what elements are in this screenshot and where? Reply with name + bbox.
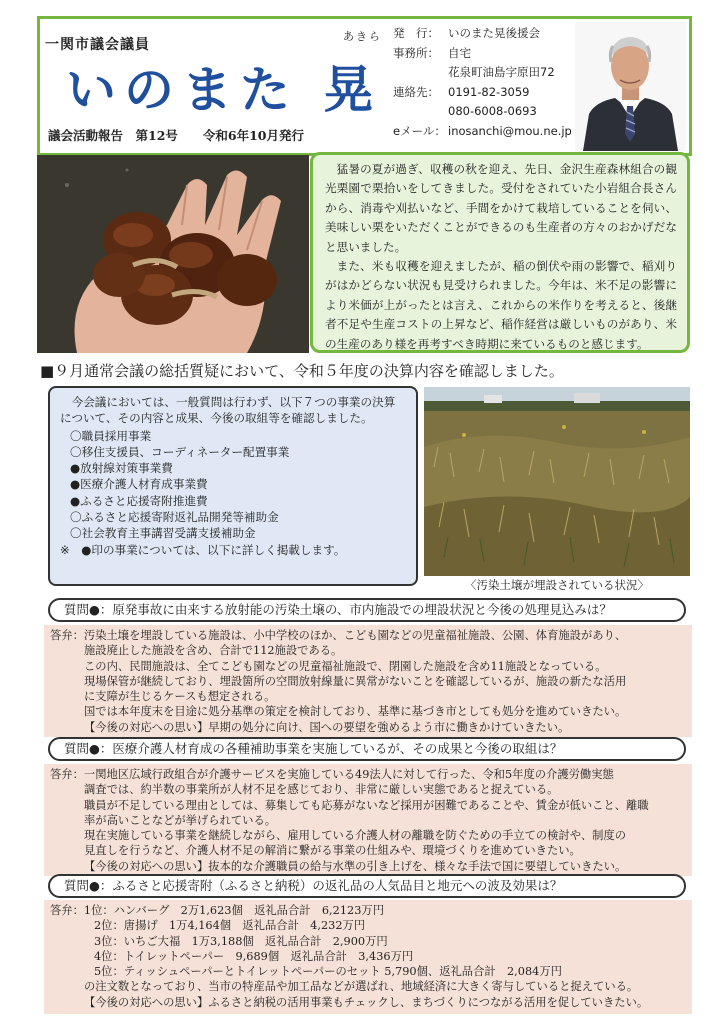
contact-info	[393, 24, 583, 142]
intro-paragraph: また、米も収穫を迎えましたが、稲の倒伏や雨の影響で、稲刈りがはかどらない状況も見受けられました。今年は、米不足の影響により米価が上がったとは言え、これからの米作りを考えると、後継者不足や生産コストの上昇など、稲作経営は厳しいものがあり、米の生産のあり様を再考すべき時期に来ているものと感じます。	[325, 259, 677, 351]
list-item: 〇職員採用事業	[70, 428, 152, 443]
contact-row: 事務所： 自宅	[393, 45, 471, 60]
portrait-photo	[575, 22, 686, 151]
intro-message	[310, 152, 690, 353]
answer-box	[44, 625, 692, 737]
answer-line: 答弁：一関地区広域行政組合が介護サービスを実施している49法人に対して行った、令和5年度の介護労働実態	[50, 768, 614, 781]
answer-line: 見直しを行うなど、介護人材不足の解消に繋がる事業の仕組みや、環境づくりを進めていきたい。	[84, 844, 581, 858]
question-box: 質問●：医療介護人材育成の各種補助事業を実施しているが、その成果と今後の取組は？	[48, 737, 686, 761]
list-item: 〇社会教育主事講習受講支援補助金	[70, 526, 256, 541]
photo-caption: 〈汚染土壌が埋設されている状況〉	[465, 578, 649, 592]
answer-line: この内、民間施設は、全てこども園などの児童福祉施設で、閉園した施設を含め11施設となっている。	[84, 659, 607, 673]
answer-line: 調査では、約半数の事業所が人材不足を感じており、非常に厳しい実態であると捉えている。	[84, 783, 559, 797]
name-furigana: あきら	[343, 30, 382, 43]
answer-line: 4位：トイレットペーパー 9,689個 返礼品合計 3,436万円	[94, 949, 414, 963]
contact-row: eメール： inosanchi@mou.ne.jp	[393, 123, 572, 138]
list-intro: 今会議においては、一般質問は行わず、以下７つの事業の決算について、その内容と成果、今後の取組等を確認しました。	[60, 395, 396, 426]
question-box: 質問●：ふるさと応援寄附（ふるさと納税）の返礼品の人気品目と地元への波及効果は？	[48, 874, 686, 898]
answer-line: 答弁：汚染土壌を埋設している施設は、小中学校のほか、こども園などの児童福祉施設、公園、体育施設があり、	[50, 629, 627, 642]
list-item: ●放射線対策事業費	[70, 461, 173, 476]
issue-info: 議会活動報告 第12号 令和6年10月発行	[48, 128, 304, 143]
answer-line: 現在実施している事業を継続しながら、雇用している介護人材の離職を防ぐための手立ての検討や、制度の	[84, 829, 627, 843]
organization-label: 一関市議会議員	[45, 37, 150, 53]
list-item: ●ふるさと応援寄附推進費	[70, 493, 208, 508]
answer-line: 3位：いちご大福 1万3,188個 返礼品合計 2,900万円	[94, 934, 388, 948]
answer-line: 施設廃止した施設を含め、合計で112施設である。	[84, 644, 343, 658]
answer-box	[44, 764, 692, 876]
answer-line: に支障が生じるケースも想定される。	[84, 690, 276, 704]
contact-row: 花泉町油島字原田72	[448, 65, 555, 80]
person-portrait-icon	[575, 22, 686, 151]
answer-box	[44, 900, 692, 1014]
section-heading: ■９月通常会議の総括質疑において、令和５年度の決算内容を確認しました。	[40, 362, 564, 380]
contaminated-soil-site-photo	[424, 387, 690, 576]
answer-line: 現場保管が継続しており、埋設箇所の空間放射線量に異常がないことを確認しているが、施設の新たな活用	[84, 674, 627, 688]
answer-line: 2位：唐揚げ 1万4,164個 返礼品合計 4,232万円	[94, 919, 366, 933]
contact-row: 発 行： いのまた晃後援会	[393, 26, 540, 40]
answer-line: 国では本年度末を目途に処分基準の策定を検討しており、基準に基づき市としても処分を進めていきたい。	[84, 705, 627, 719]
contact-row: 連絡先： 0191-82-3059	[393, 84, 530, 99]
list-item: ●医療介護人材育成事業費	[70, 477, 208, 492]
answer-line: 【今後の対応への思い】抜本的な介護職員の給与水準の引き上げを、様々な手法で国に要望していきたい。	[84, 859, 627, 873]
answer-line: 【今後の対応への思い】早期の処分に向け、国への要望を強めるよう市に働きかけていきたい。	[84, 720, 570, 734]
answer-line: の注文数となっており、当市の特産品や加工品などが選ばれ、地域経済に大きく寄与していると捉えている。	[84, 980, 639, 994]
answer-line: 答弁：1位：ハンバーグ 2万1,623個 返礼品合計 6,2123万円	[50, 904, 384, 917]
question-box: 質問●：原発事故に由来する放射能の汚染土壌の、市内施設での埋設状況と今後の処理見込みは？	[48, 598, 686, 622]
answer-line: 職員が不足している理由としては、募集しても応募がないなど採用が困難であることや、賃金が低いこと、離職	[84, 798, 649, 812]
answer-line: 【今後の対応への思い】ふるさと納税の活用事業もチェックし、まちづくりにつながる活用を促していきたい。	[84, 995, 649, 1009]
politician-name: いのまた 晃	[66, 61, 382, 119]
chestnut-photo	[37, 155, 309, 353]
email-address: inosanchi@mou.ne.jp	[448, 123, 572, 138]
list-note: ※ ●印の事業については、以下に詳しく掲載します。	[60, 542, 346, 557]
answer-line: 率が高いことなどが挙げられている。	[84, 813, 277, 827]
project-list-box	[48, 386, 418, 586]
contact-row: 080-6008-0693	[448, 104, 537, 119]
list-item: 〇移住支援員、コーディネーター配置事業	[70, 444, 290, 459]
chestnuts-in-hand-icon	[37, 155, 309, 353]
list-item: 〇ふるさと応援寄附返礼品開発等補助金	[70, 510, 279, 525]
grass-field-icon	[424, 387, 690, 576]
answer-line: 5位：ティッシュペーパーとトイレットペーパーのセット 5,790個、返礼品合計 2,084万円	[94, 965, 562, 979]
intro-paragraph: 猛暑の夏が過ぎ、収穫の秋を迎え、先日、金沢生産森林組合の観光栗園で栗拾いをしてきました。受付をされていた小岩組合長さんから、消毒や刈払いなど、手間をかけて栽培していることを伺い、美味しい栗をいただくことができるのも生産者の方々のおかげだなと思いました。	[325, 162, 677, 254]
